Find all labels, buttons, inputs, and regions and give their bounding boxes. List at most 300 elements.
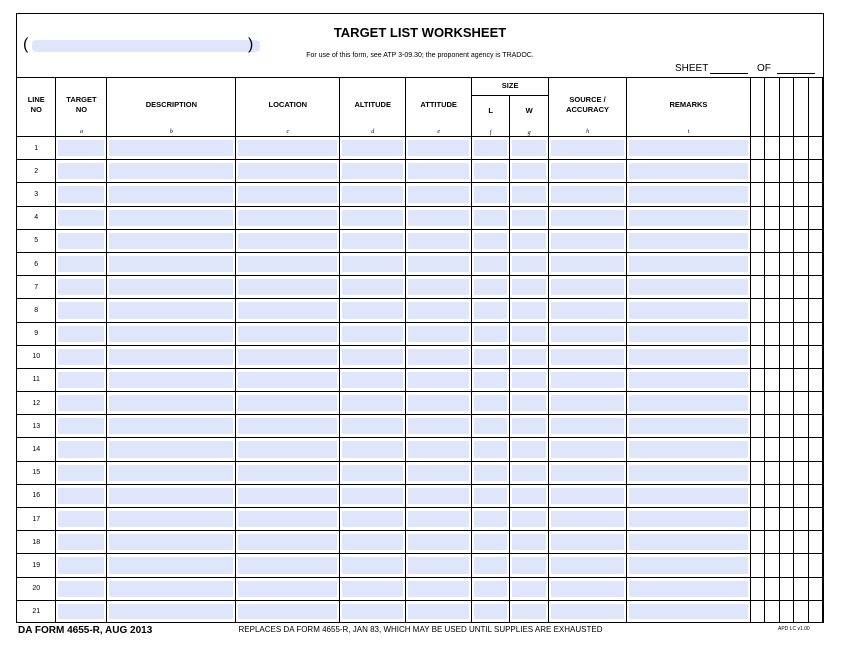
size-l-field[interactable] [474,395,507,411]
source-accuracy-cell[interactable] [549,206,627,229]
altitude-field[interactable] [342,326,403,342]
description-field[interactable] [109,140,233,156]
size-w-cell[interactable] [510,368,549,391]
remarks-field[interactable] [629,581,748,597]
location-field[interactable] [238,256,337,272]
attitude-cell[interactable] [406,438,472,461]
size-w-field[interactable] [512,465,546,481]
size-w-field[interactable] [512,210,546,226]
size-l-cell[interactable] [472,252,510,275]
remarks-cell[interactable] [627,438,751,461]
target-no-field[interactable] [58,488,104,504]
check-cell[interactable] [764,577,779,600]
size-l-cell[interactable] [472,600,510,622]
source-accuracy-field[interactable] [551,534,624,550]
size-w-field[interactable] [512,372,546,388]
size-l-field[interactable] [474,163,507,179]
size-l-field[interactable] [474,534,507,550]
size-l-field[interactable] [474,372,507,388]
location-field[interactable] [238,326,337,342]
altitude-field[interactable] [342,534,403,550]
source-accuracy-cell[interactable] [549,322,627,345]
size-l-cell[interactable] [472,392,510,415]
remarks-cell[interactable] [627,484,751,507]
altitude-field[interactable] [342,511,403,527]
source-accuracy-field[interactable] [551,163,624,179]
target-no-field[interactable] [58,163,104,179]
target-no-cell[interactable] [56,206,107,229]
check-cell[interactable] [793,415,808,438]
check-cell[interactable] [779,206,793,229]
altitude-field[interactable] [342,210,403,226]
location-field[interactable] [238,557,337,573]
altitude-field[interactable] [342,233,403,249]
attitude-cell[interactable] [406,299,472,322]
check-cell[interactable] [793,183,808,206]
description-field[interactable] [109,256,233,272]
description-cell[interactable] [107,600,236,622]
source-accuracy-cell[interactable] [549,461,627,484]
remarks-field[interactable] [629,186,748,202]
check-cell[interactable] [779,229,793,252]
size-w-field[interactable] [512,279,546,295]
altitude-field[interactable] [342,557,403,573]
location-field[interactable] [238,372,337,388]
altitude-field[interactable] [342,441,403,457]
size-l-field[interactable] [474,604,507,619]
description-field[interactable] [109,418,233,434]
location-field[interactable] [238,233,337,249]
location-cell[interactable] [236,531,340,554]
altitude-field[interactable] [342,140,403,156]
attitude-cell[interactable] [406,554,472,577]
size-l-field[interactable] [474,279,507,295]
remarks-cell[interactable] [627,276,751,299]
altitude-field[interactable] [342,349,403,365]
attitude-field[interactable] [408,488,469,504]
check-cell[interactable] [750,508,764,531]
description-field[interactable] [109,163,233,179]
remarks-field[interactable] [629,534,748,550]
size-w-cell[interactable] [510,160,549,183]
altitude-cell[interactable] [340,415,406,438]
altitude-cell[interactable] [340,461,406,484]
target-no-field[interactable] [58,465,104,481]
source-accuracy-cell[interactable] [549,160,627,183]
remarks-field[interactable] [629,279,748,295]
location-cell[interactable] [236,600,340,622]
check-cell[interactable] [779,554,793,577]
check-cell[interactable] [750,461,764,484]
description-field[interactable] [109,604,233,619]
description-field[interactable] [109,395,233,411]
check-cell[interactable] [808,484,822,507]
altitude-cell[interactable] [340,345,406,368]
description-field[interactable] [109,349,233,365]
size-w-cell[interactable] [510,252,549,275]
remarks-field[interactable] [629,210,748,226]
size-w-field[interactable] [512,186,546,202]
size-w-field[interactable] [512,581,546,597]
check-cell[interactable] [808,137,822,160]
source-accuracy-cell[interactable] [549,368,627,391]
description-cell[interactable] [107,160,236,183]
check-cell[interactable] [750,252,764,275]
size-l-field[interactable] [474,465,507,481]
location-field[interactable] [238,395,337,411]
attitude-field[interactable] [408,557,469,573]
source-accuracy-cell[interactable] [549,415,627,438]
size-w-cell[interactable] [510,438,549,461]
location-cell[interactable] [236,484,340,507]
remarks-cell[interactable] [627,392,751,415]
target-no-cell[interactable] [56,276,107,299]
source-accuracy-cell[interactable] [549,276,627,299]
altitude-field[interactable] [342,395,403,411]
size-l-field[interactable] [474,441,507,457]
size-w-field[interactable] [512,534,546,550]
check-cell[interactable] [808,392,822,415]
remarks-field[interactable] [629,302,748,318]
check-cell[interactable] [750,484,764,507]
target-no-field[interactable] [58,604,104,619]
location-field[interactable] [238,302,337,318]
source-accuracy-field[interactable] [551,186,624,202]
description-cell[interactable] [107,392,236,415]
attitude-field[interactable] [408,534,469,550]
size-l-cell[interactable] [472,531,510,554]
location-field[interactable] [238,488,337,504]
check-cell[interactable] [808,508,822,531]
altitude-field[interactable] [342,256,403,272]
size-l-cell[interactable] [472,229,510,252]
remarks-cell[interactable] [627,461,751,484]
check-cell[interactable] [764,252,779,275]
size-l-field[interactable] [474,140,507,156]
check-cell[interactable] [793,229,808,252]
size-l-cell[interactable] [472,206,510,229]
check-cell[interactable] [764,276,779,299]
check-cell[interactable] [793,368,808,391]
size-l-cell[interactable] [472,438,510,461]
check-cell[interactable] [808,206,822,229]
size-l-cell[interactable] [472,299,510,322]
size-l-cell[interactable] [472,508,510,531]
check-cell[interactable] [764,531,779,554]
location-cell[interactable] [236,554,340,577]
altitude-cell[interactable] [340,438,406,461]
attitude-field[interactable] [408,210,469,226]
altitude-cell[interactable] [340,554,406,577]
source-accuracy-field[interactable] [551,326,624,342]
description-field[interactable] [109,279,233,295]
source-accuracy-cell[interactable] [549,299,627,322]
size-l-cell[interactable] [472,415,510,438]
check-cell[interactable] [793,252,808,275]
altitude-field[interactable] [342,302,403,318]
source-accuracy-cell[interactable] [549,600,627,622]
size-l-field[interactable] [474,256,507,272]
location-cell[interactable] [236,345,340,368]
target-no-field[interactable] [58,418,104,434]
check-cell[interactable] [793,438,808,461]
target-no-cell[interactable] [56,322,107,345]
target-no-field[interactable] [58,441,104,457]
check-cell[interactable] [779,299,793,322]
sheet-number-field[interactable] [710,61,748,74]
check-cell[interactable] [808,160,822,183]
description-cell[interactable] [107,415,236,438]
target-no-cell[interactable] [56,554,107,577]
source-accuracy-field[interactable] [551,488,624,504]
description-field[interactable] [109,441,233,457]
location-cell[interactable] [236,299,340,322]
attitude-cell[interactable] [406,206,472,229]
remarks-field[interactable] [629,557,748,573]
location-field[interactable] [238,279,337,295]
location-cell[interactable] [236,392,340,415]
size-l-field[interactable] [474,349,507,365]
check-cell[interactable] [808,183,822,206]
check-cell[interactable] [779,252,793,275]
attitude-field[interactable] [408,395,469,411]
attitude-cell[interactable] [406,415,472,438]
size-l-field[interactable] [474,418,507,434]
check-cell[interactable] [764,600,779,622]
size-w-field[interactable] [512,488,546,504]
altitude-field[interactable] [342,465,403,481]
location-cell[interactable] [236,206,340,229]
check-cell[interactable] [808,531,822,554]
source-accuracy-field[interactable] [551,604,624,619]
size-w-field[interactable] [512,326,546,342]
remarks-cell[interactable] [627,183,751,206]
description-cell[interactable] [107,252,236,275]
target-no-cell[interactable] [56,600,107,622]
remarks-field[interactable] [629,326,748,342]
check-cell[interactable] [793,484,808,507]
size-l-cell[interactable] [472,554,510,577]
attitude-field[interactable] [408,465,469,481]
size-w-cell[interactable] [510,206,549,229]
source-accuracy-field[interactable] [551,441,624,457]
description-field[interactable] [109,302,233,318]
target-no-cell[interactable] [56,577,107,600]
check-cell[interactable] [779,531,793,554]
sheet-total-field[interactable] [777,61,815,74]
remarks-cell[interactable] [627,600,751,622]
attitude-cell[interactable] [406,229,472,252]
check-cell[interactable] [793,160,808,183]
remarks-field[interactable] [629,233,748,249]
attitude-cell[interactable] [406,484,472,507]
attitude-cell[interactable] [406,392,472,415]
source-accuracy-cell[interactable] [549,531,627,554]
location-cell[interactable] [236,577,340,600]
remarks-cell[interactable] [627,299,751,322]
check-cell[interactable] [764,461,779,484]
check-cell[interactable] [808,600,822,622]
description-cell[interactable] [107,484,236,507]
description-field[interactable] [109,210,233,226]
check-cell[interactable] [793,322,808,345]
size-w-cell[interactable] [510,577,549,600]
check-cell[interactable] [808,299,822,322]
altitude-cell[interactable] [340,160,406,183]
target-no-field[interactable] [58,302,104,318]
check-cell[interactable] [793,276,808,299]
check-cell[interactable] [764,160,779,183]
attitude-cell[interactable] [406,368,472,391]
check-cell[interactable] [764,206,779,229]
attitude-field[interactable] [408,186,469,202]
check-cell[interactable] [793,461,808,484]
altitude-cell[interactable] [340,577,406,600]
check-cell[interactable] [750,415,764,438]
description-cell[interactable] [107,508,236,531]
attitude-cell[interactable] [406,461,472,484]
size-l-cell[interactable] [472,160,510,183]
size-l-cell[interactable] [472,137,510,160]
attitude-cell[interactable] [406,577,472,600]
target-no-cell[interactable] [56,299,107,322]
description-cell[interactable] [107,554,236,577]
altitude-field[interactable] [342,372,403,388]
size-w-cell[interactable] [510,183,549,206]
target-no-cell[interactable] [56,368,107,391]
location-cell[interactable] [236,276,340,299]
attitude-field[interactable] [408,349,469,365]
attitude-cell[interactable] [406,531,472,554]
location-field[interactable] [238,418,337,434]
target-no-cell[interactable] [56,461,107,484]
altitude-cell[interactable] [340,299,406,322]
size-l-cell[interactable] [472,484,510,507]
description-cell[interactable] [107,368,236,391]
source-accuracy-field[interactable] [551,511,624,527]
altitude-cell[interactable] [340,484,406,507]
size-w-field[interactable] [512,140,546,156]
target-no-cell[interactable] [56,392,107,415]
target-no-cell[interactable] [56,508,107,531]
size-l-field[interactable] [474,186,507,202]
location-field[interactable] [238,534,337,550]
check-cell[interactable] [764,345,779,368]
description-cell[interactable] [107,229,236,252]
attitude-field[interactable] [408,326,469,342]
check-cell[interactable] [779,600,793,622]
size-w-cell[interactable] [510,508,549,531]
target-no-cell[interactable] [56,484,107,507]
target-no-field[interactable] [58,140,104,156]
size-w-field[interactable] [512,604,546,619]
size-w-field[interactable] [512,395,546,411]
check-cell[interactable] [779,484,793,507]
target-no-field[interactable] [58,279,104,295]
attitude-cell[interactable] [406,600,472,622]
source-accuracy-cell[interactable] [549,554,627,577]
altitude-cell[interactable] [340,252,406,275]
size-w-field[interactable] [512,163,546,179]
size-w-cell[interactable] [510,299,549,322]
source-accuracy-field[interactable] [551,210,624,226]
check-cell[interactable] [779,461,793,484]
size-w-cell[interactable] [510,276,549,299]
check-cell[interactable] [750,160,764,183]
target-no-cell[interactable] [56,438,107,461]
location-field[interactable] [238,140,337,156]
check-cell[interactable] [750,276,764,299]
check-cell[interactable] [750,438,764,461]
size-w-field[interactable] [512,302,546,318]
check-cell[interactable] [779,137,793,160]
target-no-field[interactable] [58,372,104,388]
size-w-cell[interactable] [510,484,549,507]
remarks-cell[interactable] [627,368,751,391]
check-cell[interactable] [750,577,764,600]
check-cell[interactable] [793,577,808,600]
source-accuracy-field[interactable] [551,233,624,249]
source-accuracy-field[interactable] [551,302,624,318]
size-w-cell[interactable] [510,392,549,415]
source-accuracy-field[interactable] [551,349,624,365]
check-cell[interactable] [750,137,764,160]
description-field[interactable] [109,186,233,202]
description-cell[interactable] [107,206,236,229]
description-field[interactable] [109,326,233,342]
size-l-field[interactable] [474,210,507,226]
check-cell[interactable] [793,554,808,577]
size-w-field[interactable] [512,418,546,434]
source-accuracy-cell[interactable] [549,252,627,275]
check-cell[interactable] [764,368,779,391]
altitude-cell[interactable] [340,508,406,531]
attitude-field[interactable] [408,581,469,597]
remarks-cell[interactable] [627,415,751,438]
check-cell[interactable] [779,368,793,391]
attitude-field[interactable] [408,604,469,619]
size-l-field[interactable] [474,557,507,573]
altitude-cell[interactable] [340,600,406,622]
check-cell[interactable] [808,229,822,252]
check-cell[interactable] [779,160,793,183]
attitude-field[interactable] [408,441,469,457]
check-cell[interactable] [764,322,779,345]
location-field[interactable] [238,604,337,619]
check-cell[interactable] [750,183,764,206]
altitude-cell[interactable] [340,368,406,391]
check-cell[interactable] [764,392,779,415]
remarks-field[interactable] [629,349,748,365]
check-cell[interactable] [764,415,779,438]
check-cell[interactable] [750,554,764,577]
attitude-cell[interactable] [406,345,472,368]
location-cell[interactable] [236,461,340,484]
description-field[interactable] [109,511,233,527]
check-cell[interactable] [779,577,793,600]
remarks-cell[interactable] [627,137,751,160]
remarks-field[interactable] [629,256,748,272]
location-field[interactable] [238,186,337,202]
description-field[interactable] [109,465,233,481]
remarks-field[interactable] [629,418,748,434]
remarks-cell[interactable] [627,322,751,345]
target-no-field[interactable] [58,511,104,527]
remarks-field[interactable] [629,395,748,411]
size-l-field[interactable] [474,326,507,342]
altitude-field[interactable] [342,581,403,597]
source-accuracy-field[interactable] [551,581,624,597]
